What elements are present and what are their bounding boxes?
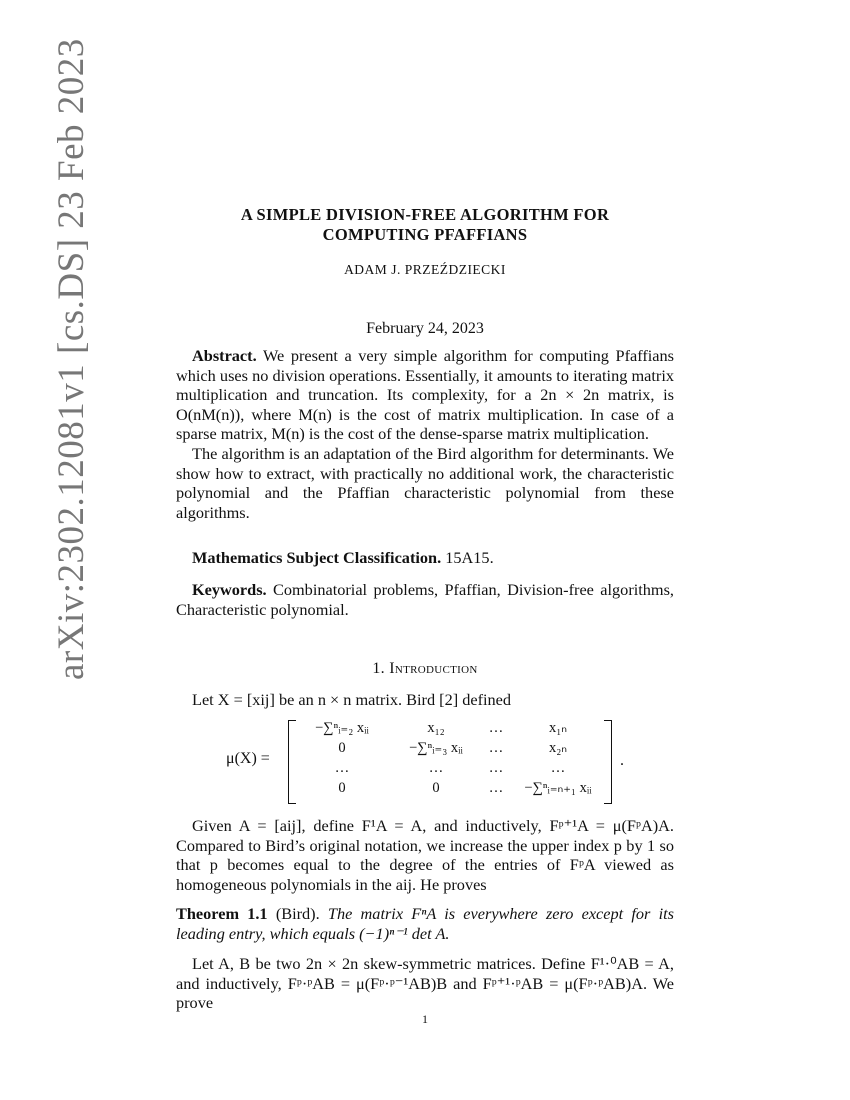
mu-matrix-definition: [226, 718, 646, 806]
matrix-cell: …: [488, 780, 504, 796]
matrix-period: .: [620, 752, 624, 769]
msc-line: [176, 548, 674, 568]
section-heading: [176, 660, 674, 678]
theorem-statement: The matrix FⁿA is everywhere zero except for its leading entry, which equals (−1)ⁿ⁻¹ det A.: [176, 904, 674, 943]
author-name: ADAM J. PRZEŹDZIECKI: [344, 262, 506, 277]
matrix-cell: x₁ₙ: [548, 720, 568, 736]
matrix-cell: …: [428, 760, 444, 776]
keywords-value: Combinatorial problems, Pfaffian, Division-free algorithms, Characteristic polynomial.: [176, 580, 674, 619]
title-line-1: A SIMPLE DIVISION-FREE ALGORITHM FOR: [240, 205, 610, 224]
paper-title: [175, 205, 675, 245]
matrix-cell: −∑ⁿᵢ₌ₙ₊₁ xᵢᵢ: [524, 780, 592, 796]
paper-date: February 24, 2023: [366, 320, 484, 337]
arxiv-identifier: arXiv:2302.12081v1 [cs.DS] 23 Feb 2023: [51, 38, 92, 680]
abstract-text-1: We present a very simple algorithm for computing Pfaffians which uses no division operations. Essentially, it amounts to iterating matrix multiplication and truncation. Its complexity, for a 2n × 2n matrix, is O(nM(n)), where M(n) is the cost of matrix multiplication. In case of a sparse matrix, M(n) is the cost of the dense-sparse matrix multiplication.: [176, 346, 674, 444]
matrix-cell: x₂ₙ: [548, 740, 568, 756]
closing-text: Let A, B be two 2n × 2n skew-symmetric matrices. Define F¹·⁰AB = A, and inductively, Fᵖ·ᵖAB = μ(Fᵖ·ᵖ⁻¹AB)B and Fᵖ⁺¹·ᵖAB = μ(Fᵖ·ᵖAB)A. We prove: [176, 954, 674, 1013]
abstract-paragraph-1: [176, 346, 674, 444]
msc-label: Mathematics Subject Classification.: [192, 548, 442, 567]
abstract-label: Abstract.: [192, 346, 257, 365]
matrix-cell: …: [488, 760, 504, 776]
keywords-label: Keywords.: [192, 580, 267, 599]
matrix-cell: −∑ⁿᵢ₌₂ xᵢᵢ: [315, 720, 369, 736]
page-number: 1: [422, 1012, 428, 1026]
matrix-cell: …: [334, 760, 350, 776]
theorem-label: Theorem 1.1: [176, 904, 268, 923]
matrix-cell: 0: [432, 780, 440, 796]
left-bracket: [288, 720, 296, 804]
matrix-cell: 0: [338, 740, 346, 756]
closing-paragraph: [176, 954, 674, 1013]
intro-text-1: Let X = [xij] be an n × n matrix. Bird [2] defined: [192, 690, 512, 709]
mu-label: μ(X) =: [226, 750, 270, 767]
intro-paragraph-1: [176, 690, 674, 710]
abstract: [176, 346, 674, 522]
keywords-block: [176, 580, 674, 619]
section-title: Introduction: [389, 660, 478, 677]
theorem-attribution: (Bird).: [275, 904, 320, 923]
matrix-cell: 0: [338, 780, 346, 796]
matrix-cell: −∑ⁿᵢ₌₃ xᵢᵢ: [409, 740, 463, 756]
abstract-paragraph-2: The algorithm is an adaptation of the Bird algorithm for determinants. We show how to extract, with practically no additional work, the characteristic polynomial and the Pfaffian characteristic polynomial from these algorithms.: [176, 443, 674, 522]
intro-text-2: Given A = [aij], define F¹A = A, and inductively, Fᵖ⁺¹A = μ(FᵖA)A. Compared to Bird’s original notation, we increase the upper index p by 1 so that p becomes equal to the degree of the entries of FᵖA viewed as homogeneous polynomials in the aij. He proves: [176, 816, 674, 894]
intro-paragraph-2: [176, 816, 674, 894]
msc-value: 15A15.: [445, 548, 494, 567]
section-number: 1.: [372, 660, 385, 677]
theorem-1-1: [176, 904, 674, 943]
matrix-cell: x₁₂: [427, 720, 445, 736]
title-line-2: COMPUTING PFAFFIANS: [322, 225, 528, 244]
matrix-cell: …: [488, 740, 504, 756]
matrix-cell: …: [550, 760, 566, 776]
matrix-cell: …: [488, 720, 504, 736]
